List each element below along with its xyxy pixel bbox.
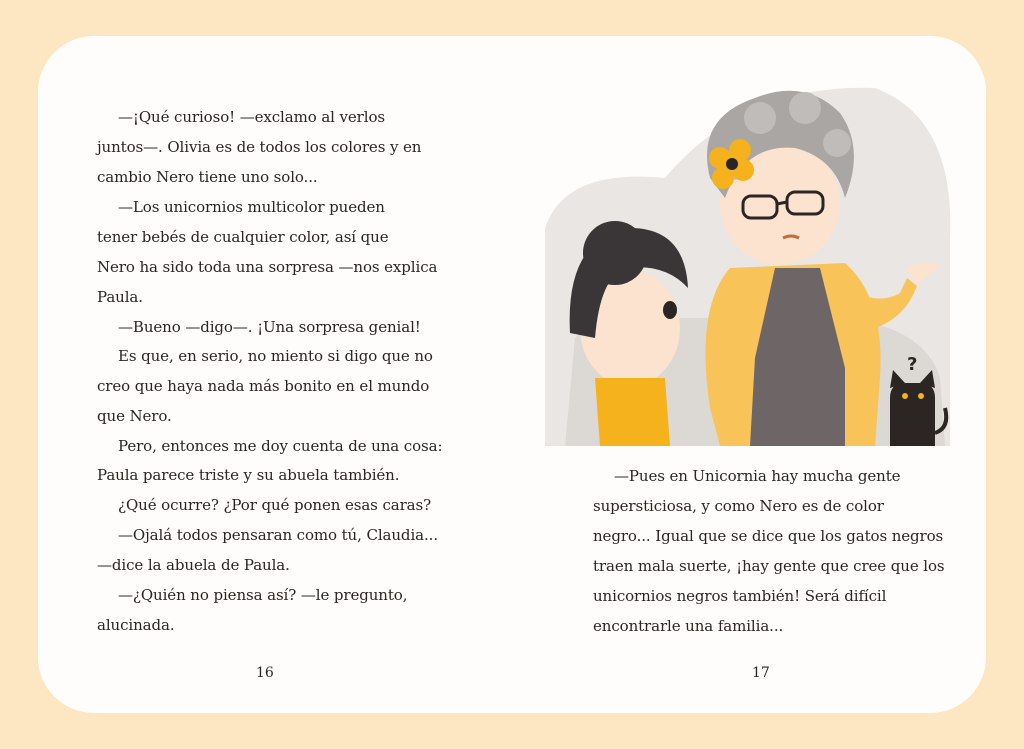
text-line: supersticiosa, y como Nero es de color [593,497,884,515]
girl-eye [663,301,677,319]
text-line: traen mala suerte, ¡hay gente que cree que los [593,557,945,575]
text-line: —dice la abuela de Paula. [97,556,290,574]
text-line: ¿Qué ocurre? ¿Por qué ponen esas caras? [118,496,432,514]
text-line: encontrarle una familia... [593,617,784,635]
text-line: que Nero. [97,407,172,425]
text-line: Es que, en serio, no miento si digo que no [118,347,433,365]
text-line: —Los unicornios multicolor pueden [118,198,385,216]
illustration-grandma-girl-cat [545,78,955,448]
text-line: —Ojalá todos pensaran como tú, Claudia... [118,526,438,544]
page-number-right: 17 [752,665,770,681]
text-line: negro... Igual que se dice que los gatos negros [593,527,944,545]
text-line: creo que haya nada más bonito en el mundo [97,377,430,395]
text-line: unicornios negros también! Será difícil [593,587,887,605]
text-line: —Bueno —digo—. ¡Una sorpresa genial! [118,318,421,336]
text-line: —Pues en Unicornia hay mucha gente [614,467,901,485]
text-line: —¡Qué curioso! —exclamo al verlos [118,108,385,126]
page-number-left: 16 [256,665,274,681]
text-line: tener bebés de cualquier color, así que [97,228,389,246]
girl-dress [595,378,670,446]
text-line: Paula. [97,288,143,306]
text-line: juntos—. Olivia es de todos los colores y en [97,138,422,156]
text-line: Paula parece triste y su abuela también. [97,466,400,484]
text-line: Nero ha sido toda una sorpresa —nos explica [97,258,438,276]
text-line: cambio Nero tiene uno solo... [97,168,318,186]
text-line: Pero, entonces me doy cuenta de una cosa: [118,437,443,455]
question-mark: ? [907,354,918,375]
girl-hair-bun [583,221,647,285]
text-line: —¿Quién no piensa así? —le pregunto, [118,586,408,604]
text-line: alucinada. [97,616,175,634]
